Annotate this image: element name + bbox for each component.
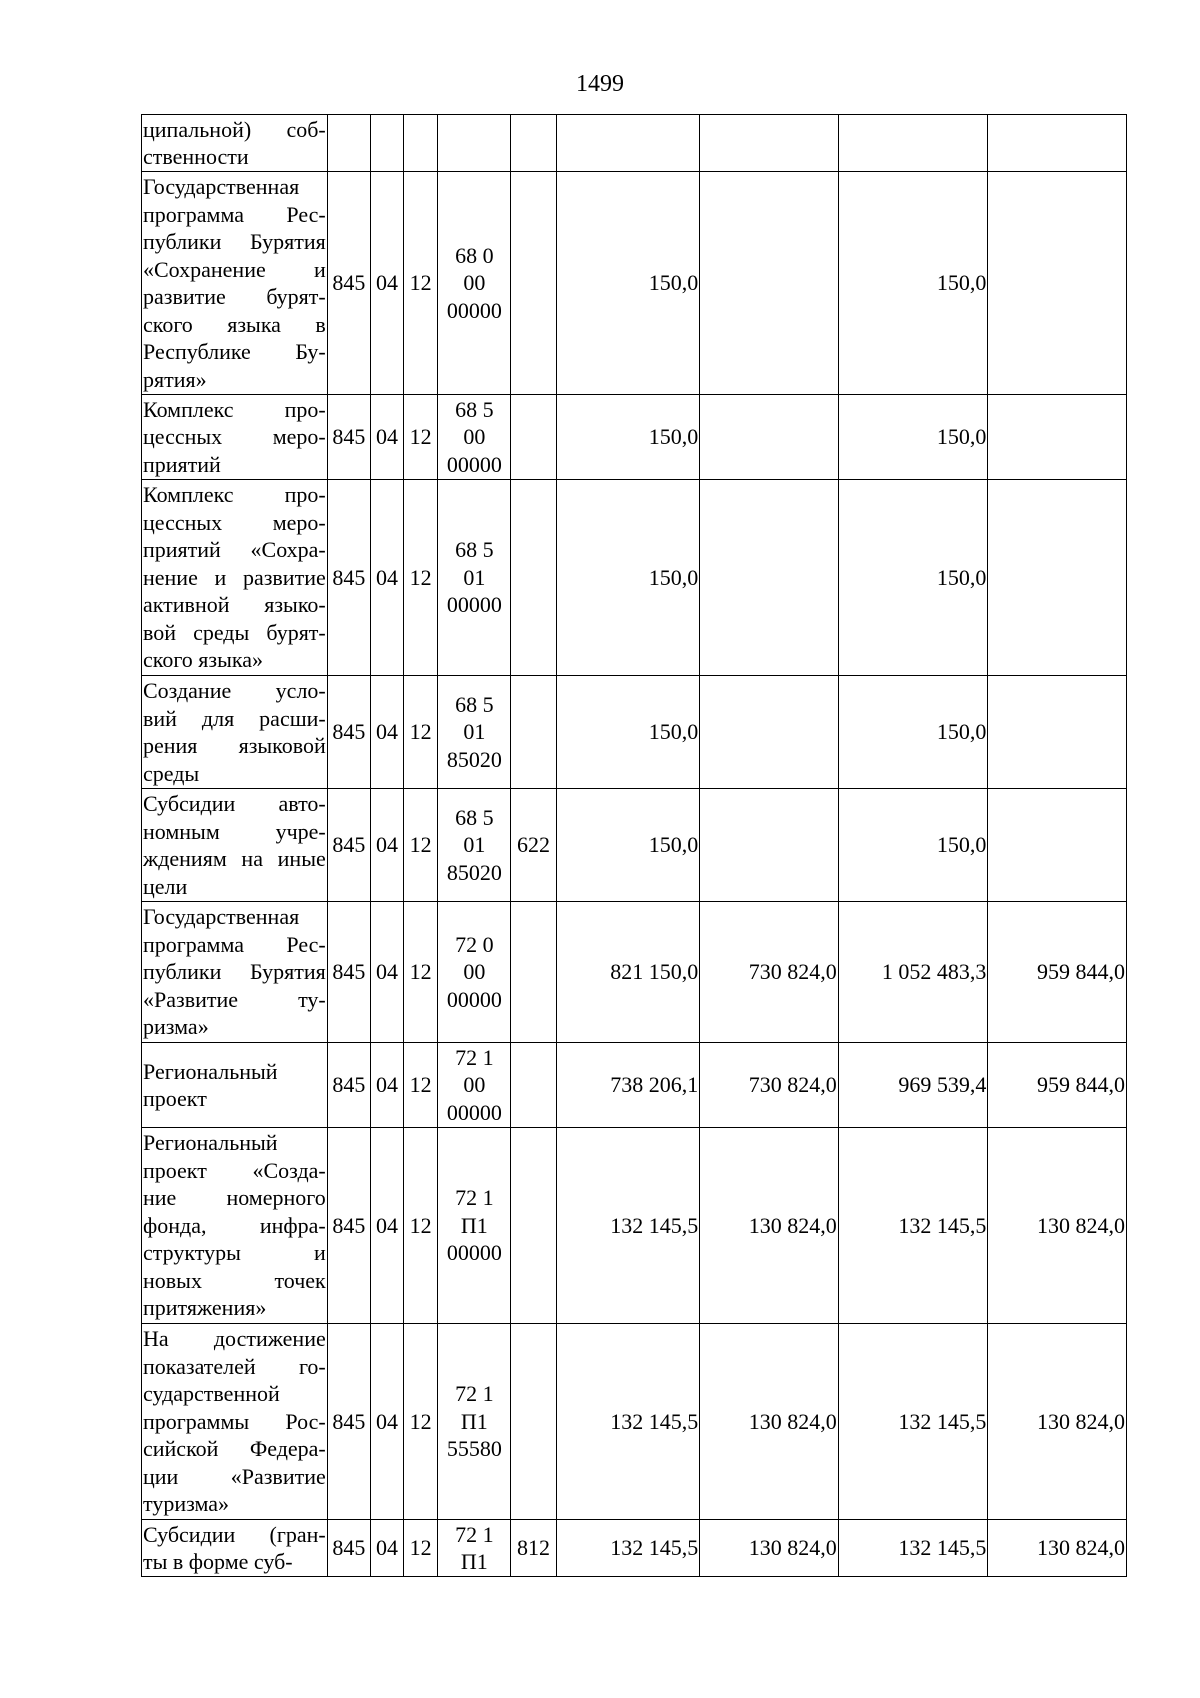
csr-code: 72 1 П1 [438, 1520, 511, 1577]
value-2024-federal: 130 824,0 [700, 1128, 839, 1324]
table-row [142, 789, 1127, 902]
csr-code: 72 1 П1 00000 [438, 1128, 511, 1324]
pr-code: 12 [404, 480, 438, 676]
row-name-line: приятий [143, 451, 221, 477]
value-2024: 150,0 [556, 676, 700, 789]
csr-code: 72 1 П1 55580 [438, 1324, 511, 1520]
value-2024-federal [700, 676, 839, 789]
value-2024-federal [700, 172, 839, 395]
value-2025-federal: 130 824,0 [988, 1128, 1127, 1324]
value-2025 [838, 115, 988, 172]
value-2024: 738 206,1 [556, 1043, 700, 1128]
table-row [142, 115, 1127, 172]
row-name [142, 395, 328, 480]
csr-code: 68 5 01 85020 [438, 789, 511, 902]
row-name-line: ние номерного [143, 1185, 326, 1211]
pr-code: 12 [404, 172, 438, 395]
row-name-line: нение и развитие [143, 564, 326, 590]
table-row [142, 1520, 1127, 1577]
row-name-line: ты в форме суб- [143, 1549, 293, 1574]
value-2025: 150,0 [838, 480, 988, 676]
rz-code: 04 [370, 1128, 403, 1324]
vr-code [511, 395, 556, 480]
row-name [142, 789, 328, 902]
gr-code: 845 [327, 395, 370, 480]
value-2025-federal: 959 844,0 [988, 1043, 1127, 1128]
row-name-line: ризма» [143, 1014, 209, 1040]
row-name-line: Региональный [143, 1058, 278, 1084]
row-name-line: ципальной) соб- [143, 116, 326, 142]
row-name-line: публики Бурятия [143, 959, 326, 985]
row-name [142, 676, 328, 789]
rz-code [370, 115, 403, 172]
row-name-line: ственности [143, 144, 249, 169]
value-2025-federal: 130 824,0 [988, 1324, 1127, 1520]
row-name [142, 1324, 328, 1520]
value-2025-federal [988, 395, 1127, 480]
csr-code: 72 0 00 00000 [438, 902, 511, 1043]
pr-code: 12 [404, 1324, 438, 1520]
value-2024: 821 150,0 [556, 902, 700, 1043]
rz-code: 04 [370, 902, 403, 1043]
row-name-line: фонда, инфра- [143, 1212, 326, 1238]
row-name-line: ского языка» [143, 647, 264, 673]
value-2025: 132 145,5 [838, 1128, 988, 1324]
value-2024: 150,0 [556, 789, 700, 902]
vr-code: 622 [511, 789, 556, 902]
table-row [142, 676, 1127, 789]
gr-code: 845 [327, 480, 370, 676]
value-2024: 132 145,5 [556, 1520, 700, 1577]
gr-code: 845 [327, 1324, 370, 1520]
row-name-line: вой среды бурят- [143, 619, 326, 645]
rz-code: 04 [370, 1520, 403, 1577]
vr-code [511, 1128, 556, 1324]
gr-code: 845 [327, 172, 370, 395]
gr-code: 845 [327, 789, 370, 902]
row-name [142, 1520, 328, 1577]
value-2025-federal [988, 789, 1127, 902]
row-name-line: сийской Федера- [143, 1436, 326, 1462]
value-2024: 150,0 [556, 172, 700, 395]
row-name-line: На достижение [143, 1326, 326, 1352]
rz-code: 04 [370, 480, 403, 676]
row-name-line: туризма» [143, 1491, 230, 1517]
value-2024-federal [700, 395, 839, 480]
csr-code [438, 115, 511, 172]
value-2024: 132 145,5 [556, 1128, 700, 1324]
value-2024-federal [700, 480, 839, 676]
row-name [142, 902, 328, 1043]
row-name-line: ского языка в [143, 311, 326, 337]
gr-code: 845 [327, 1520, 370, 1577]
row-name-line: ции «Развитие [143, 1463, 326, 1489]
row-name-line: притяжения» [143, 1295, 267, 1321]
value-2024-federal: 130 824,0 [700, 1324, 839, 1520]
pr-code: 12 [404, 1520, 438, 1577]
row-name-line: Создание усло- [143, 678, 326, 703]
gr-code: 845 [327, 1043, 370, 1128]
value-2024: 150,0 [556, 480, 700, 676]
rz-code: 04 [370, 395, 403, 480]
value-2024: 150,0 [556, 395, 700, 480]
row-name-line: рятия» [143, 366, 207, 392]
gr-code: 845 [327, 902, 370, 1043]
row-name-line: активной языко- [143, 592, 326, 618]
pr-code: 12 [404, 676, 438, 789]
budget-table [141, 114, 1127, 1577]
row-name-line: приятий «Сохра- [143, 537, 326, 563]
value-2025: 132 145,5 [838, 1520, 988, 1577]
value-2024-federal [700, 789, 839, 902]
row-name-line: ждениям на иные [143, 846, 326, 871]
value-2025: 1 052 483,3 [838, 902, 988, 1043]
value-2025-federal [988, 172, 1127, 395]
row-name-line: публики Бурятия [143, 229, 326, 254]
row-name-line: Комплекс про- [143, 396, 326, 422]
value-2025-federal [988, 480, 1127, 676]
value-2024-federal: 130 824,0 [700, 1520, 839, 1577]
vr-code [511, 480, 556, 676]
row-name-line: Субсидии авто- [143, 791, 326, 816]
row-name [142, 480, 328, 676]
row-name-line: цессных меро- [143, 509, 326, 535]
value-2025-federal: 130 824,0 [988, 1520, 1127, 1577]
row-name-line: вий для расши- [143, 705, 326, 731]
value-2025: 132 145,5 [838, 1324, 988, 1520]
row-name-line: программа Рес- [143, 201, 326, 227]
pr-code: 12 [404, 789, 438, 902]
csr-code: 68 5 01 85020 [438, 676, 511, 789]
vr-code [511, 1324, 556, 1520]
vr-code [511, 172, 556, 395]
rz-code: 04 [370, 1043, 403, 1128]
row-name-line: Региональный [143, 1130, 278, 1156]
value-2024: 132 145,5 [556, 1324, 700, 1520]
vr-code: 812 [511, 1520, 556, 1577]
table-row [142, 172, 1127, 395]
value-2025: 969 539,4 [838, 1043, 988, 1128]
gr-code: 845 [327, 676, 370, 789]
value-2025-federal: 959 844,0 [988, 902, 1127, 1043]
row-name-line: «Сохранение и [143, 256, 326, 282]
row-name-line: Комплекс про- [143, 482, 326, 508]
row-name-line: развитие бурят- [143, 284, 326, 309]
pr-code: 12 [404, 395, 438, 480]
csr-code: 72 1 00 00000 [438, 1043, 511, 1128]
value-2025: 150,0 [838, 676, 988, 789]
row-name [142, 1043, 328, 1128]
rz-code: 04 [370, 172, 403, 395]
value-2025: 150,0 [838, 395, 988, 480]
row-name-line: рения языковой [143, 733, 326, 758]
page-number: 1499 [576, 71, 624, 97]
pr-code [404, 115, 438, 172]
gr-code [327, 115, 370, 172]
value-2024 [556, 115, 700, 172]
value-2025: 150,0 [838, 172, 988, 395]
pr-code: 12 [404, 1128, 438, 1324]
row-name-line: проект «Созда- [143, 1157, 326, 1183]
value-2025: 150,0 [838, 789, 988, 902]
pr-code: 12 [404, 902, 438, 1043]
rz-code: 04 [370, 676, 403, 789]
rz-code: 04 [370, 789, 403, 902]
table-row [142, 902, 1127, 1043]
row-name [142, 172, 328, 395]
row-name-line: показателей го- [143, 1353, 326, 1379]
value-2024-federal: 730 824,0 [700, 902, 839, 1043]
row-name-line: сударственной [143, 1381, 280, 1407]
table-row [142, 1324, 1127, 1520]
vr-code [511, 1043, 556, 1128]
row-name-line: «Развитие ту- [143, 986, 326, 1012]
row-name-line: Субсидии (гран- [143, 1521, 326, 1547]
value-2025-federal [988, 115, 1127, 172]
vr-code [511, 902, 556, 1043]
row-name-line: номным учре- [143, 818, 326, 844]
table-body [142, 115, 1127, 1577]
row-name-line: цели [143, 873, 188, 899]
row-name-line: новых точек [143, 1267, 326, 1293]
value-2025-federal [988, 676, 1127, 789]
row-name [142, 1128, 328, 1324]
row-name-line: структуры и [143, 1240, 326, 1266]
row-name-line: проект [143, 1086, 207, 1111]
csr-code: 68 5 01 00000 [438, 480, 511, 676]
table-row [142, 395, 1127, 480]
row-name-line: программы Рос- [143, 1408, 326, 1434]
table-row [142, 1043, 1127, 1128]
value-2024-federal [700, 115, 839, 172]
gr-code: 845 [327, 1128, 370, 1324]
row-name-line: Государственная [143, 174, 300, 199]
row-name-line: цессных меро- [143, 424, 326, 450]
row-name-line: программа Рес- [143, 931, 326, 957]
row-name-line: Государственная [143, 904, 300, 930]
table-row [142, 480, 1127, 676]
csr-code: 68 0 00 00000 [438, 172, 511, 395]
row-name-line: среды [143, 760, 200, 786]
row-name-line: Республике Бу- [143, 339, 326, 364]
table-row [142, 1128, 1127, 1324]
rz-code: 04 [370, 1324, 403, 1520]
row-name [142, 115, 328, 172]
vr-code [511, 115, 556, 172]
pr-code: 12 [404, 1043, 438, 1128]
vr-code [511, 676, 556, 789]
value-2024-federal: 730 824,0 [700, 1043, 839, 1128]
csr-code: 68 5 00 00000 [438, 395, 511, 480]
